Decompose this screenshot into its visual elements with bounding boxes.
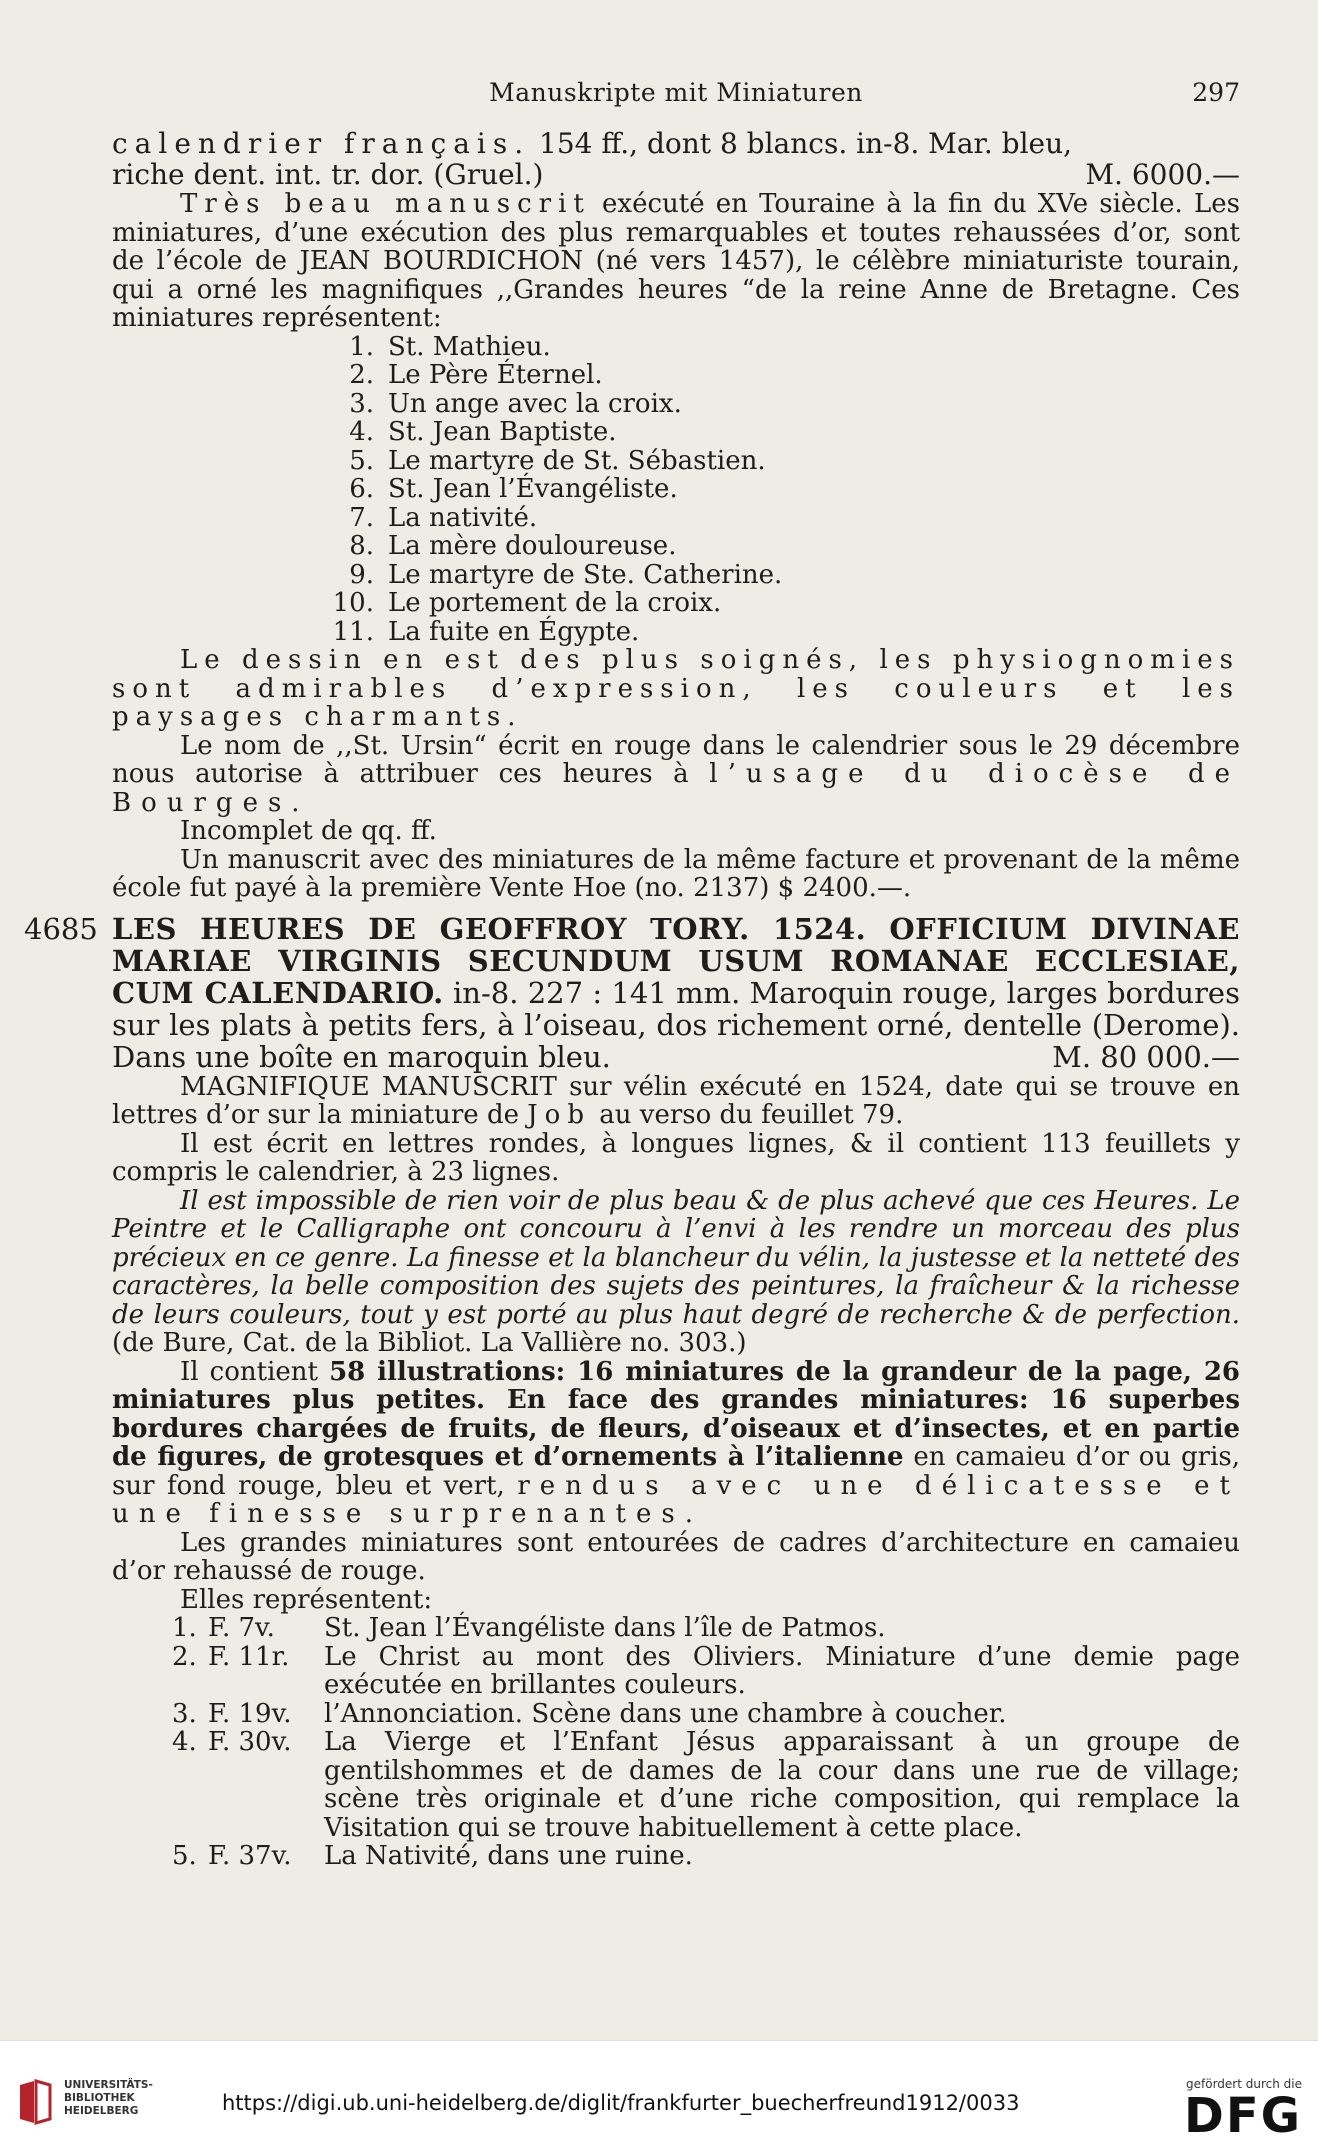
university-library-logo[interactable] bbox=[14, 2075, 164, 2131]
list-item: 5. Le martyre de St. Sébastien. bbox=[349, 445, 766, 476]
library-logo-text: UNIVERSITÄTS- BIBLIOTHEK HEIDELBERG bbox=[64, 2079, 153, 2117]
intro-line2: riche dent. int. tr. dor. (Gruel.) bbox=[112, 158, 544, 191]
nom-paragraph: Le nom de ,,St. Ursin“ écrit en rouge dans le calendrier sous le 29 décembre nous autorise à attribuer ces heures à l’usage du diocèse de Bourges. bbox=[112, 730, 1241, 818]
ecrit-paragraph: Il est écrit en lettres rondes, à longues lignes, & il contient 113 feuillets y compris le calendrier, à 23 lignes. bbox=[112, 1128, 1240, 1187]
job-spaced: Job bbox=[527, 1100, 591, 1130]
dfg-logo[interactable] bbox=[1183, 2077, 1302, 2144]
incomplet-paragraph: Incomplet de qq. ff. bbox=[180, 816, 437, 846]
elles-paragraph: Elles représentent: bbox=[180, 1584, 433, 1615]
page-content bbox=[24, 78, 1241, 1871]
catalog-entry bbox=[24, 911, 1240, 1074]
running-header bbox=[112, 78, 1240, 128]
magnifique-paragraph: MAGNIFIQUE MANUSCRIT sur vélin exécuté en 1524, date qui se trouve en lettres d’or sur la miniature de Job au verso du feuillet 79. bbox=[112, 1071, 1240, 1130]
description-paragraph bbox=[112, 190, 1240, 333]
permalink-url[interactable]: https://digi.ub.uni-heidelberg.de/diglit/frankfurter_buecherfreund1912/0033 bbox=[222, 2091, 1020, 2115]
list-item: 8. La mère douloureuse. bbox=[349, 531, 677, 561]
intro-line1: 154 ff., dont 8 blancs. in-8. Mar. bleu, bbox=[530, 127, 1073, 160]
miniatures-list bbox=[112, 333, 1240, 647]
library-logo-icon bbox=[14, 2079, 56, 2125]
dessin-paragraph: Le dessin en est des plus soignés, les physiognomies sont admirables d’expression, les couleurs et les paysages charmants. bbox=[112, 645, 1240, 732]
grandes-paragraph: Les grandes miniatures sont entourées de cadres d’architecture en camaieu d’or rehaussé de rouge. bbox=[112, 1527, 1240, 1586]
list-item: 3. Un ange avec la croix. bbox=[349, 388, 682, 419]
list-item: 4. St. Jean Baptiste. bbox=[349, 417, 617, 447]
list-item: 4. F. 30v. La Vierge et l’Enfant Jésus apparaissant à un groupe de gentilshommes et de dames de la cour dans une rue de village; scène très originale et d’une riche composition, qui remplace la Visitation qui se trouve habituellement à cette place. bbox=[172, 1727, 1240, 1843]
description-spaced: Très beau manuscrit bbox=[180, 189, 591, 219]
running-title: Manuskripte mit Miniaturen bbox=[489, 78, 863, 107]
contient-spaced: rendus avec une délicatesse et une finesse surprenantes. bbox=[112, 1470, 1240, 1529]
contient-paragraph: Il contient 58 illustrations: 16 miniatures de la grandeur de la page, 26 miniatures plus petites. En face des grandes miniatures: 16 superbes bordures chargées de fruits, de fleurs, d’oiseaux et d’insectes, et en partie de figures, de grotesques et d’ornements à l’italienne en camaieu d’or ou gris, sur fond rouge, bleu et vert, rendus avec une délicatesse et une finesse surprenantes. bbox=[112, 1356, 1241, 1529]
manuscrit-paragraph: Un manuscrit avec des miniatures de la même facture et provenant de la même école fut payé à la première Vente Hoe (no. 2137) $ 2400.—. bbox=[112, 844, 1240, 903]
intro-price: M. 6000.— bbox=[1085, 158, 1240, 191]
entry-price: M. 80 000.— bbox=[1052, 1039, 1240, 1074]
dfg-logo-text: DFG bbox=[1183, 2088, 1302, 2144]
quote-italic: Il est impossible de rien voir de plus beau & de plus achevé que ces Heures. Le Peintre et le Calligraphe ont concouru à l’envi à les rendre un morceau des plus précieux en ce genre. La finesse et la blancheur du vélin, la justesse et la netteté des caractères, la belle composition des sujets des peintures, la fraîcheur & la richesse de leurs couleurs, tout y est porté au plus haut degré de recherche & de perfection. bbox=[112, 1185, 1240, 1330]
description-text: exécuté en Touraine à la fin du XVe siècle. Les miniatures, d’une exécution des plus remarquables et toutes rehaussées d’or, sont de l’école de JEAN BOURDICHON (né vers 1457), le célèbre miniaturiste tourain, qui a orné les magnifiques ,,Grandes heures “de la reine Anne de Bretagne. Ces miniatures représentent: bbox=[112, 189, 1240, 333]
contient-bold: 58 illustrations: 16 miniatures de la grandeur de la page, 26 miniatures plus petites. En face des grandes miniatures: 16 superbes bordures chargées de fruits, de fleurs, d’oiseaux et d’insectes, et en partie de figures, de grotesques et d’ornements à l’italienne bbox=[112, 1356, 1241, 1472]
folio-list bbox=[112, 1614, 1240, 1871]
list-item: 11. La fuite en Égypte. bbox=[332, 616, 640, 647]
page-number: 297 bbox=[1192, 78, 1240, 107]
quote-reference: (de Bure, Cat. de la Bibliot. La Vallière no. 303.) bbox=[112, 1328, 747, 1358]
viewer-footer bbox=[0, 2040, 1318, 2151]
intro-spaced-text: calendrier français. bbox=[112, 127, 531, 160]
dfg-caption: gefördert durch die bbox=[1186, 2077, 1302, 2091]
list-item: 3. F. 19v. l’Annonciation. Scène dans une chambre à coucher. bbox=[172, 1698, 1007, 1729]
list-item: 1. F. 7v. St. Jean l’Évangéliste dans l’île de Patmos. bbox=[172, 1613, 886, 1643]
list-item: 5. F. 37v. La Nativité, dans une ruine. bbox=[172, 1841, 693, 1871]
entry-title bbox=[112, 913, 1240, 1073]
list-item: 10. Le portement de la croix. bbox=[332, 588, 722, 618]
list-item: 2. Le Père Éternel. bbox=[349, 360, 603, 390]
intro-paragraph bbox=[112, 128, 1240, 190]
quote-paragraph bbox=[112, 1187, 1240, 1358]
list-item: 7. La nativité. bbox=[349, 502, 538, 533]
entry-title-rest: in-8. 227 : 141 mm. Maroquin rouge, larges bordures sur les plats à petits fers, à l’oiseau, dos richement orné, dentelle (Derome). Dans une boîte en maroquin bleu. bbox=[112, 975, 1240, 1074]
list-item: 2. F. 11r. Le Christ au mont des Oliviers. Miniature d’une demie page exécutée en brillantes couleurs. bbox=[172, 1641, 1240, 1700]
entry-number: 4685 bbox=[24, 911, 98, 946]
entry-title-bold: LES HEURES DE GEOFFROY TORY. 1524. OFFICIUM DIVINAE MARIAE VIRGINIS SECUNDUM USUM ROMANAE ECCLESIAE, CUM CALENDARIO. bbox=[112, 911, 1240, 1010]
list-item: 6. St. Jean l’Évangéliste. bbox=[349, 474, 678, 504]
nom-spaced: l’usage du diocèse de Bourges. bbox=[112, 759, 1241, 818]
list-item: 9. Le martyre de Ste. Catherine. bbox=[349, 559, 783, 590]
list-item: 1. St. Mathieu. bbox=[349, 331, 551, 362]
